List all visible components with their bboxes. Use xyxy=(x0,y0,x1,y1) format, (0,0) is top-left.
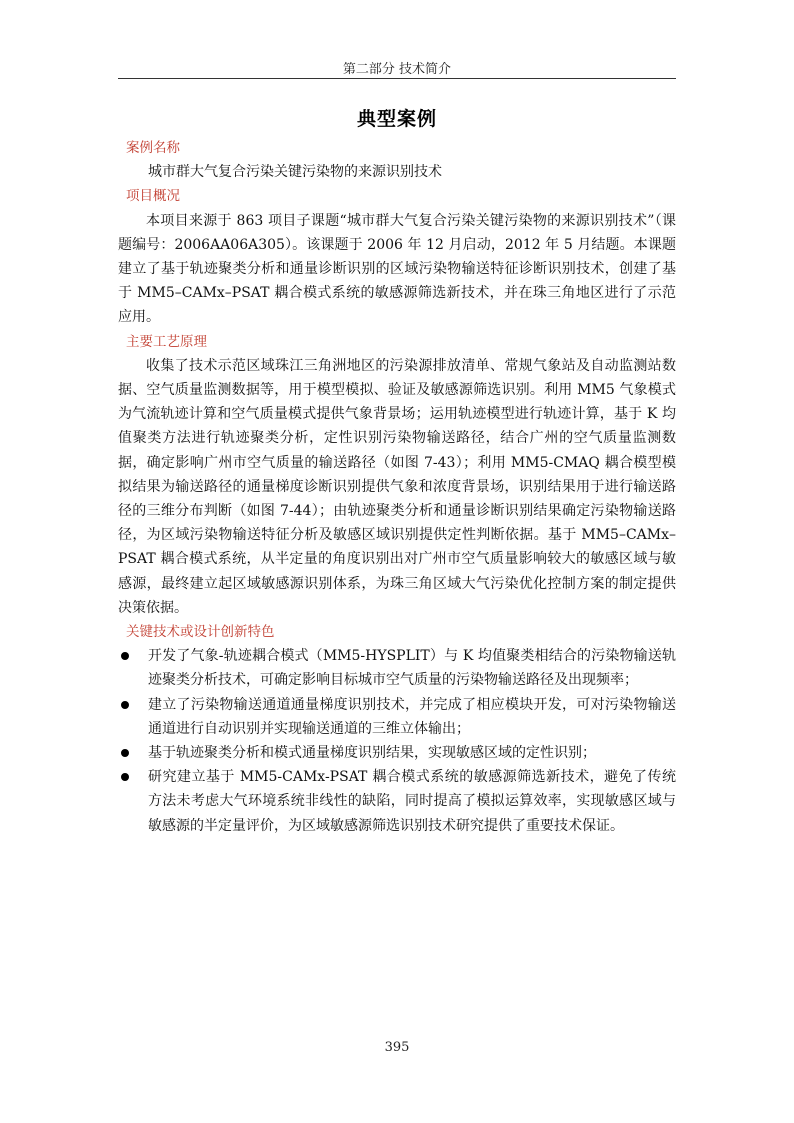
innovation-item xyxy=(118,741,676,765)
header-rule xyxy=(118,78,676,79)
innovation-item-text: 研究建立基于 MM5-CAMx-PSAT 耦合模式系统的敏感源筛选新技术，避免了传统方法未考虑大气环境系统非线性的缺陷，同时提高了模拟运算效率，实现敏感区域与敏感源的半定量评价，为区域敏感源筛选识别技术研究提供了重要技术保证。 xyxy=(148,769,676,834)
case-name-text: 城市群大气复合污染关键污染物的来源识别技术 xyxy=(148,164,442,181)
innovation-item xyxy=(118,644,676,692)
innovation-heading: 关键技术或设计创新特色 xyxy=(126,624,275,641)
page-number: 395 xyxy=(384,1040,410,1055)
bullet-dot-icon xyxy=(121,749,129,757)
innovation-item-text: 开发了气象-轨迹耦合模式（MM5-HYSPLIT）与 K 均值聚类相结合的污染物输送轨迹聚类分析技术，可确定影响目标城市空气质量的污染物输送路径及出现频率； xyxy=(148,648,676,689)
innovation-item-text: 基于轨迹聚类分析和模式通量梯度识别结果，实现敏感区域的定性识别； xyxy=(148,745,596,762)
principle-heading: 主要工艺原理 xyxy=(126,333,207,350)
innovation-item xyxy=(118,765,676,838)
running-header: 第二部分 技术简介 xyxy=(342,62,452,77)
innovation-item xyxy=(118,693,676,741)
case-name-heading: 案例名称 xyxy=(126,140,180,156)
principle-paragraph: 收集了技术示范区域珠江三角洲地区的污染源排放清单、常规气象站及自动监测站数据、空气质量监测数据等，用于模型模拟、验证及敏感源筛选识别。利用 MM5 气象模式为气流轨迹计算和空气质量模式提供气象背景场；运用轨迹模型进行轨迹计算，基于 K 均值聚类方法进行轨迹聚类分析，定性识别污染物输送路径，结合广州的空气质量监测数据，确定影响广州市空气质量的输送路径（如图 7-43）；利用 MM5-CMAQ 耦合模型模拟结果为输送路径的通量梯度诊断识别提供气象和浓度背景场，识别结果用于进行输送路径的三维分布判断（如图 7-44）；由轨迹聚类分析和通量诊断识别结果确定污染物输送路径，为区域污染物输送特征分析及敏感区域识别提供定性判断依据。基于 MM5–CAMx–PSAT 耦合模式系统，从半定量的角度识别出对广州市空气质量影响较大的敏感区域与敏感源，最终建立起区域敏感源识别体系，为珠三角区域大气污染优化控制方案的制定提供决策依据。 xyxy=(118,357,676,616)
innovation-item-text: 建立了污染物输送通道通量梯度识别技术，并完成了相应模块开发，可对污染物输送通道进行自动识别并实现输送通道的三维立体输出； xyxy=(148,696,676,737)
overview-heading: 项目概况 xyxy=(126,188,180,205)
innovation-list xyxy=(118,644,676,838)
document-body xyxy=(118,136,676,838)
bullet-dot-icon xyxy=(121,701,129,709)
bullet-dot-icon xyxy=(121,652,129,660)
bullet-dot-icon xyxy=(121,773,129,781)
overview-paragraph: 本项目来源于 863 项目子课题“城市群大气复合污染关键污染物的来源识别技术”（课题编号：2006AA06A305）。该课题于 2006 年 12 月启动，2012 年 5 月结题。本课题建立了基于轨迹聚类分析和通量诊断识别的区域污染物输送特征诊断识别技术，创建了基于 MM5–CAMx–PSAT 耦合模式系统的敏感源筛选新技术，并在珠三角地区进行了示范应用。 xyxy=(118,212,676,326)
page-title: 典型案例 xyxy=(356,108,437,130)
